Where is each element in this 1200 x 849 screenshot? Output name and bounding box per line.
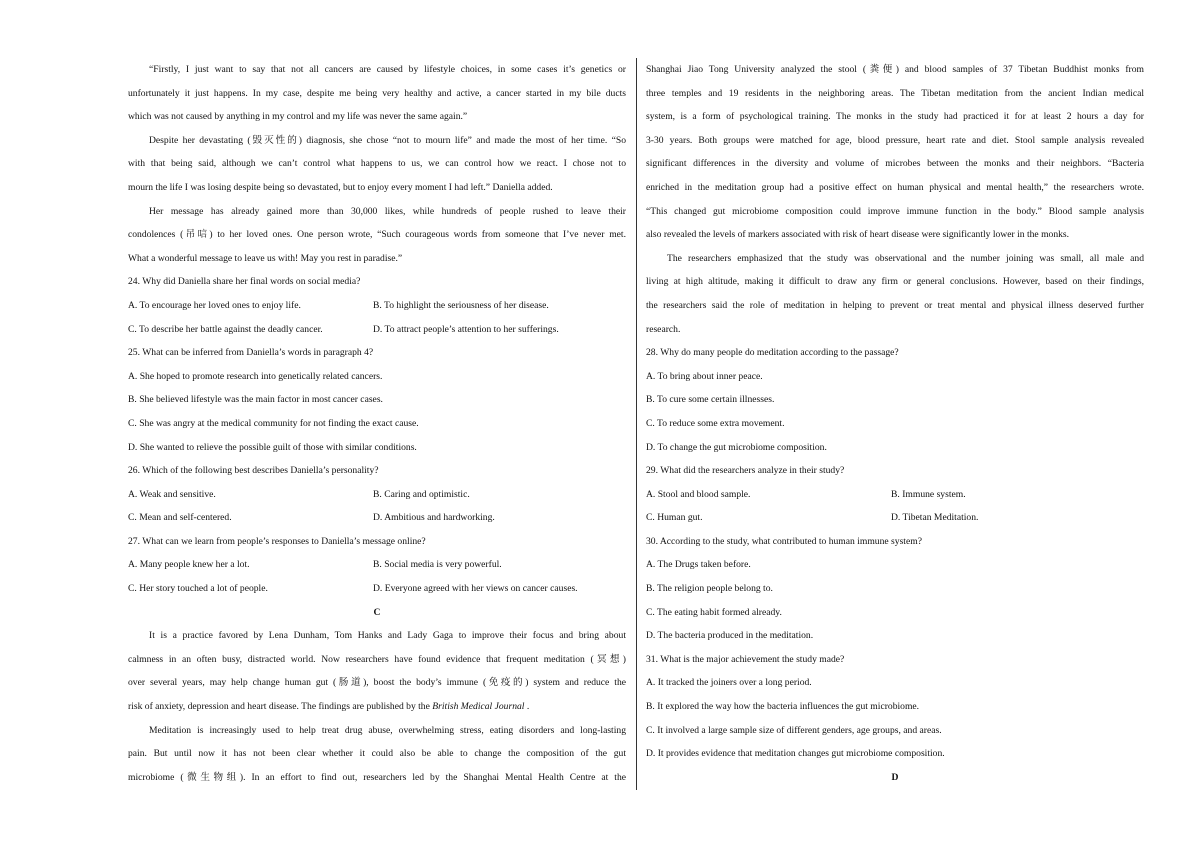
paragraph-line: the researchers said the role of meditation in helping to prevent or treat mental and physical illness deserved further [646, 299, 1144, 311]
question-line: C. She was angry at the medical community for not finding the exact cause. [128, 417, 419, 429]
paragraph-line: “This changed gut microbiome composition could improve immune function in the body.” Blood sample analysis [646, 205, 1144, 217]
option-row [128, 294, 626, 318]
paragraph-line: with that being said, although we can’t control what happens to us, we can control how we react. I chose not to [128, 158, 626, 170]
option-text: A. To encourage her loved ones to enjoy life. [128, 299, 301, 311]
question-line: 29. What did the researchers analyze in their study? [646, 465, 845, 477]
paragraph-line [128, 695, 626, 719]
paragraph-line: significant differences in the diversity and volume of microbes between the monks and their neighbors. “Bacteria [646, 158, 1144, 170]
option-row [646, 483, 1144, 507]
paragraph-line: condolences (吊唁) to her loved ones. One person wrote, “Such courageous words from someone that I’ve never met. [128, 229, 626, 241]
paragraph-line: enriched in the meditation group had a positive effect on human physical and mental health,” the researchers wrote. [646, 181, 1144, 193]
paragraph-line: pain. But until now it has not been clear whether it could also be able to change the composition of the gut [128, 748, 626, 760]
option-row [646, 506, 1144, 530]
text-run: risk of anxiety, depression and heart disease. The findings are published by the [128, 701, 430, 713]
option-text: A. Many people knew her a lot. [128, 559, 250, 571]
option-text: D. Tibetan Meditation. [891, 512, 979, 524]
question-line: B. She believed lifestyle was the main factor in most cancer cases. [128, 394, 383, 406]
question-line: A. To bring about inner peace. [646, 370, 763, 382]
paragraph-line: The researchers emphasized that the study was observational and the number joining was small, all male and [667, 252, 1144, 264]
question-line: B. The religion people belong to. [646, 583, 773, 595]
question-line: 26. Which of the following best describes Daniella’s personality? [128, 465, 379, 477]
paragraph-line: three temples and 19 residents in the neighboring areas. The Tibetan meditation from the ancient Indian medical [646, 87, 1144, 99]
option-text: A. Stool and blood sample. [646, 488, 751, 500]
option-text: B. Immune system. [891, 488, 966, 500]
option-text: D. To attract people’s attention to her sufferings. [373, 323, 559, 335]
paragraph-line: Her message has already gained more than 30,000 likes, while hundreds of people rushed to leave their [149, 205, 626, 217]
option-text: C. Mean and self-centered. [128, 512, 232, 524]
paragraph-line: Despite her devastating (毁灭性的) diagnosis, she chose “not to mourn life” and made the most of her time. “So [149, 134, 626, 146]
option-text: C. To describe her battle against the deadly cancer. [128, 323, 323, 335]
question-line: D. The bacteria produced in the meditation. [646, 630, 814, 642]
question-line: D. It provides evidence that meditation changes gut microbiome composition. [646, 748, 945, 760]
option-row [128, 318, 626, 342]
question-line: 27. What can we learn from people’s responses to Daniella’s message online? [128, 535, 426, 547]
paragraph-line: which was not caused by anything in my control and my life was never the same again.” [128, 111, 468, 123]
question-line: C. To reduce some extra movement. [646, 417, 785, 429]
paragraph-line: calmness in an often busy, distracted world. Now researchers have found evidence that frequent meditation (冥想) [128, 653, 626, 665]
option-row [128, 553, 626, 577]
question-line: 31. What is the major achievement the study made? [646, 653, 845, 665]
question-line: 28. Why do many people do meditation according to the passage? [646, 347, 899, 359]
column-divider [636, 58, 637, 790]
question-line: B. To cure some certain illnesses. [646, 394, 775, 406]
paragraph-line: It is a practice favored by Lena Dunham, Tom Hanks and Lady Gaga to improve their focus and bring about [149, 630, 626, 642]
option-text: B. Social media is very powerful. [373, 559, 502, 571]
option-text: C. Her story touched a lot of people. [128, 583, 268, 595]
option-row [128, 506, 626, 530]
question-line: 24. Why did Daniella share her final words on social media? [128, 276, 361, 288]
paragraph-line: Meditation is increasingly used to help treat drug abuse, overwhelming stress, eating disorders and long-lasting [149, 724, 626, 736]
option-text: D. Everyone agreed with her views on cancer causes. [373, 583, 578, 595]
paragraph-line: research. [646, 323, 681, 335]
section-heading: C [373, 606, 381, 618]
question-line: C. It involved a large sample size of different genders, age groups, and areas. [646, 724, 942, 736]
right-column [646, 58, 1144, 789]
paragraph-line: Shanghai Jiao Tong University analyzed the stool (粪便) and blood samples of 37 Tibetan Buddhist monks from [646, 64, 1144, 75]
question-line: C. The eating habit formed already. [646, 606, 782, 618]
option-text: C. Human gut. [646, 512, 703, 524]
question-line: 30. According to the study, what contributed to human immune system? [646, 535, 922, 547]
question-line: B. It explored the way how the bacteria influences the gut microbiome. [646, 701, 920, 713]
paragraph-line: 3-30 years. Both groups were matched for age, blood pressure, heart rate and diet. Stool sample analysis revealed [646, 134, 1144, 146]
option-text: A. Weak and sensitive. [128, 488, 216, 500]
paragraph-line: system, is a form of psychological training. The monks in the study had practiced it for at least 2 hours a day for [646, 111, 1144, 123]
option-row [128, 483, 626, 507]
paragraph-line: over several years, may help change human gut (肠道), boost the body’s immune (免疫的) system and reduce the [128, 677, 626, 689]
option-text: D. Ambitious and hardworking. [373, 512, 495, 524]
paragraph-line: “Firstly, I just want to say that not all cancers are caused by lifestyle choices, in some cases it’s genetics or [149, 64, 626, 75]
question-line: D. She wanted to relieve the possible guilt of those with similar conditions. [128, 441, 417, 453]
text-run: . [526, 701, 530, 713]
paragraph-line: microbiome (微生物组). In an effort to find out, researchers led by the Shanghai Mental Health Centre at the [128, 771, 626, 783]
paragraph-line: What a wonderful message to leave us with! May you rest in paradise.” [128, 252, 403, 264]
paragraph-line: unfortunately it just happens. In my case, despite me being very healthy and active, a cancer started in my bile ducts [128, 87, 626, 99]
paragraph-line: mourn the life I was losing despite being so devastated, but to enjoy every moment I had left.” Daniella added. [128, 181, 553, 193]
section-heading: D [891, 771, 899, 783]
question-line: A. The Drugs taken before. [646, 559, 751, 571]
question-line: 25. What can be inferred from Daniella’s words in paragraph 4? [128, 347, 374, 359]
question-line: A. It tracked the joiners over a long period. [646, 677, 812, 689]
paragraph-line: also revealed the levels of markers associated with risk of heart disease were significantly lower in the monks. [646, 229, 1070, 241]
question-line: A. She hoped to promote research into genetically related cancers. [128, 370, 383, 382]
left-column [128, 58, 626, 789]
option-text: B. Caring and optimistic. [373, 488, 470, 500]
paragraph-line: living at high altitude, making it difficult to draw any firm or general conclusions. However, based on their findings, [646, 276, 1144, 288]
question-line: D. To change the gut microbiome composition. [646, 441, 827, 453]
option-text: B. To highlight the seriousness of her disease. [373, 299, 549, 311]
journal-title: British Medical Journal [432, 701, 525, 713]
option-row [128, 577, 626, 601]
